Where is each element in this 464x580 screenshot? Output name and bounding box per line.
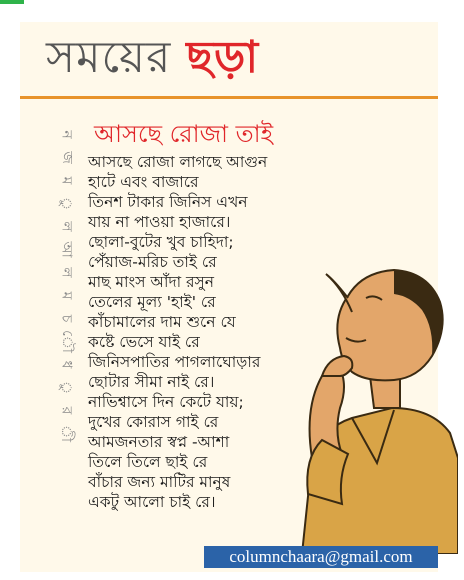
poem-line: মাছ মাংস আঁদা রসুন [88,273,215,291]
poem-line: ছোলা-বুটের খুব চাহিদা; [88,233,234,251]
byline-glyph: ী [58,424,75,443]
poem-line: পেঁয়াজ-মরিচ তাই রে [88,253,217,271]
poem-line: কাঁচামালের দাম শুনে যে [88,313,236,331]
byline-glyph: ল [58,221,75,232]
poem-line: কষ্টে ভেসে যাই রে [88,333,200,351]
thinking-man-illustration [282,258,458,554]
masthead-divider [20,96,438,99]
column-title-part1: সময়ের [46,32,187,83]
poem-line: তিলে তিলে ছাই রে [88,453,208,471]
byline-glyph: চ [58,314,75,323]
byline-glyph: আ [58,241,75,258]
contact-email[interactable]: columnchaara@gmail.com [204,546,438,568]
poem-line: নাভিশ্বাসে দিন কেটে যায়; [88,393,244,411]
poem-line: যায় না পাওয়া হাজারে। [88,213,231,231]
corner-accent-mark [0,0,24,4]
byline-glyph: র [58,406,75,415]
poem-line: ছোটার সীমা নাই রে। [88,373,215,391]
byline-glyph: ন [58,130,75,139]
byline-glyph: ৌ [58,330,75,353]
column-panel [20,22,438,572]
column-title-part2: ছড়া [186,32,260,83]
column-title [46,28,259,88]
byline-glyph: ম [58,176,75,185]
poem-line: একটু আলো চাই রে। [88,493,216,511]
poem-line: হাটে এবং বাজারে [88,173,199,191]
poem-line: আমজনতার স্বপ্ন -আশা [88,433,230,451]
byline-glyph: ু [58,196,75,211]
byline-glyph: ল [58,267,75,278]
byline-glyph: ু [58,380,75,395]
poem-line: জিনিসপাতির পাগলাঘোড়ার [88,353,261,371]
poem-line: আসছে রোজা লাগছে আগুন [88,153,268,171]
byline-glyph: জ [58,151,75,164]
poem-line: বাঁচার জন্য মাটির মানুষ [88,473,231,491]
poem-line: তিনশ টাকার জিনিস এখন [88,193,248,211]
poem-line: দুখের কোরাস গাই রে [88,413,219,431]
byline-glyph: ম [58,291,75,300]
author-byline-vertical [56,124,76,443]
byline-glyph: ধ [58,360,75,369]
poem-line: তেলের মূল্য 'হাই' রে [88,293,216,311]
column-masthead [20,22,438,96]
poem-title: আসছে রোজা তাই [94,120,274,148]
